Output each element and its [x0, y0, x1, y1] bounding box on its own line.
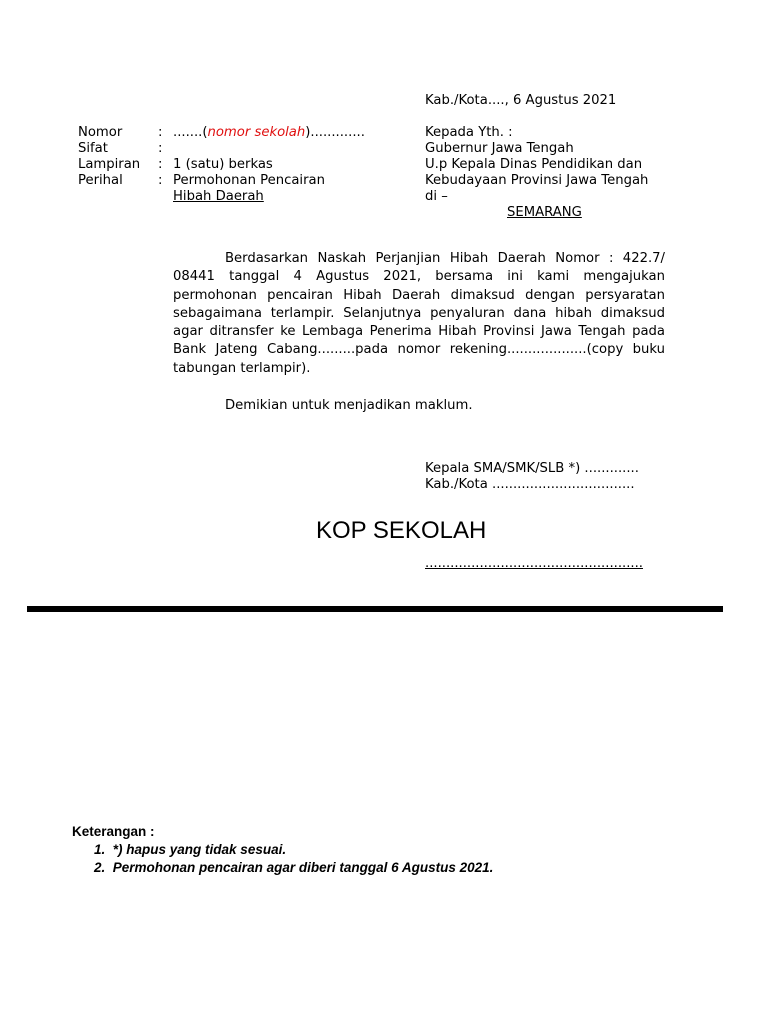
perihal-colon: : — [158, 173, 163, 188]
perihal-value-line1: Permohonan Pencairan — [173, 173, 325, 188]
recipient-line1: Gubernur Jawa Tengah — [425, 141, 574, 156]
nomor-colon: : — [158, 125, 163, 140]
note-item-1-text: *) hapus yang tidak sesuai. — [112, 842, 287, 857]
notes-heading: Keterangan : — [72, 824, 155, 839]
note-item-2 — [94, 860, 493, 876]
recipient-city: SEMARANG — [507, 205, 582, 220]
lampiran-label: Lampiran — [78, 157, 141, 172]
note-item-2-text: Permohonan pencairan agar diberi tanggal 6 Agustus 2021. — [112, 860, 494, 875]
nomor-value — [173, 125, 365, 141]
place-date: Kab./Kota...., 6 Agustus 2021 — [425, 93, 617, 108]
signature-title-line2: Kab./Kota .................................. — [425, 477, 635, 492]
nomor-label: Nomor — [78, 125, 123, 140]
sifat-label: Sifat — [78, 141, 108, 156]
note-item-1 — [94, 842, 286, 858]
lampiran-value: 1 (satu) berkas — [173, 157, 273, 172]
note-item-1-number: 1. — [94, 842, 106, 857]
lampiran-colon: : — [158, 157, 163, 172]
recipient-line3: Kebudayaan Provinsi Jawa Tengah — [425, 173, 649, 188]
nomor-placeholder: nomor sekolah — [207, 125, 306, 140]
signature-title-line1: Kepala SMA/SMK/SLB *) ............. — [425, 461, 639, 476]
note-item-2-number: 2. — [94, 860, 106, 875]
perihal-value-line2: Hibah Daerah — [173, 189, 264, 204]
kop-sekolah: KOP SEKOLAH — [316, 517, 487, 544]
recipient-line2: U.p Kepala Dinas Pendidikan dan — [425, 157, 643, 172]
recipient-greeting: Kepada Yth. : — [425, 125, 513, 140]
body-paragraph-2: Demikian untuk menjadikan maklum. — [225, 398, 473, 413]
perihal-label: Perihal — [78, 173, 123, 188]
recipient-line4: di – — [425, 189, 448, 204]
nomor-prefix: .......( — [173, 125, 208, 140]
signature-name-line: .................................................... — [425, 556, 643, 571]
divider-rule — [27, 606, 723, 612]
sifat-colon: : — [158, 141, 163, 156]
body-paragraph-1: Berdasarkan Naskah Perjanjian Hibah Daerah Nomor : 422.7/ 08441 tanggal 4 Agustus 2021, bersama ini kami mengajukan permohonan pencairan Hibah Daerah dimaksud dengan persyaratan sebagaimana terlampir. Selanjutnya penyaluran dana hibah dimaksud agar ditransfer ke Lembaga Penerima Hibah Provinsi Jawa Tengah pada Bank Jateng Cabang.........pada nomor rekening...................(copy buku tabungan terlampir). — [173, 251, 665, 376]
nomor-suffix: )............. — [305, 125, 365, 140]
